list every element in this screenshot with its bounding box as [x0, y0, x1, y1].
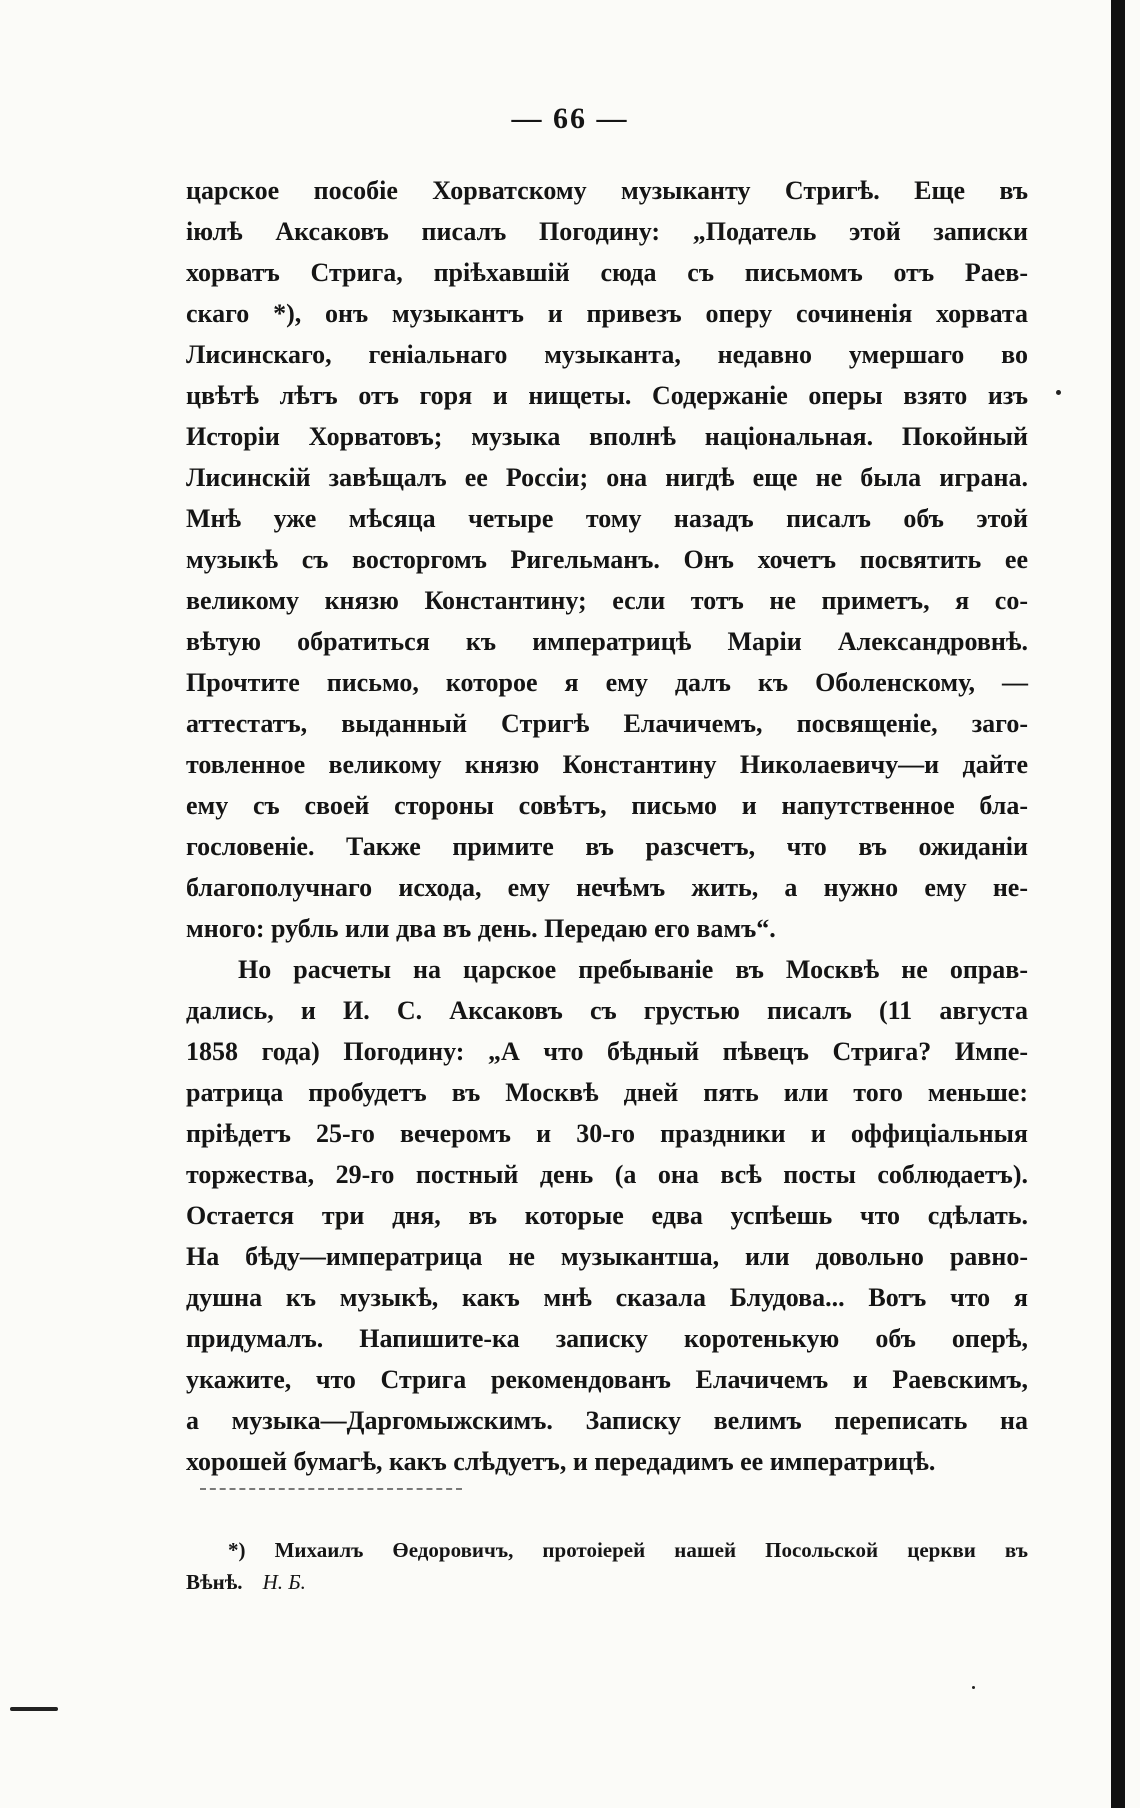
text-line: хорошей бумагѣ, какъ слѣдуетъ, и передадимъ ее императрицѣ.	[186, 1447, 936, 1476]
text-line: великому князю Константину; если тотъ не приметъ, я со-	[186, 586, 1028, 615]
ink-speck	[1056, 390, 1061, 395]
footnote-line	[186, 1566, 1028, 1598]
text-line: Исторіи Хорватовъ; музыка вполнѣ національная. Покойный	[186, 422, 1028, 451]
text-line: Остается три дня, въ которые едва успѣешь что сдѣлать.	[186, 1201, 1028, 1230]
text-line: дались, и И. С. Аксаковъ съ грустью писалъ (11 августа	[186, 996, 1028, 1025]
text-line: много: рубль или два въ день. Передаю его вамъ“.	[186, 914, 776, 943]
text-line: а музыка—Даргомыжскимъ. Записку велимъ переписать на	[186, 1406, 1028, 1435]
text-line: благополучнаго исхода, ему нечѣмъ жить, а нужно ему не-	[186, 873, 1028, 902]
text-line: пріѣдетъ 25-го вечеромъ и 30-го праздники и оффиціальныя	[186, 1119, 1028, 1148]
text-line: гословеніе. Также примите въ разсчетъ, что въ ожиданіи	[186, 832, 1028, 861]
footnote-line-end: Вѣнѣ.	[186, 1570, 243, 1594]
text-line: царское пособіе Хорватскому музыканту Стригѣ. Еще въ	[186, 176, 1028, 205]
text-line: ратрица пробудетъ въ Москвѣ дней пять или того меньше:	[186, 1078, 1028, 1107]
text-line: товленное великому князю Константину Николаевичу—и дайте	[186, 750, 1028, 779]
text-line: 1858 года) Погодину: „А что бѣдный пѣвецъ Стрига? Импе-	[186, 1037, 1028, 1066]
footnote-separator	[200, 1488, 462, 1490]
text-line: Но расчеты на царское пребываніе въ Москвѣ не оправ-	[238, 955, 1028, 984]
text-line: цвѣтѣ лѣтъ отъ горя и нищеты. Содержаніе оперы взято изъ	[186, 381, 1028, 410]
text-line: Лисинскій завѣщалъ ее Россіи; она нигдѣ еще не была играна.	[186, 463, 1028, 492]
text-line: іюлѣ Аксаковъ писалъ Погодину: „Податель этой записки	[186, 217, 1028, 246]
margin-ink-mark	[10, 1707, 58, 1711]
page-number: — 66 —	[511, 102, 629, 135]
footnote	[186, 1534, 1028, 1598]
text-line: хорватъ Стрига, пріѣхавшій сюда съ письмомъ отъ Раев-	[186, 258, 1028, 287]
text-line: музыкѣ съ восторгомъ Ригельманъ. Онъ хочетъ посвятить ее	[186, 545, 1028, 574]
text-line: Лисинскаго, геніальнаго музыканта, недавно умершаго во	[186, 340, 1028, 369]
text-line: вѣтую обратиться къ императрицѣ Маріи Александровнѣ.	[186, 627, 1028, 656]
text-line: укажите, что Стрига рекомендованъ Елачичемъ и Раевскимъ,	[186, 1365, 1028, 1394]
footnote-line: *) Михаилъ Өедоровичъ, протоіерей нашей Посольской церкви въ	[228, 1538, 1028, 1562]
text-line: На бѣду—императрица не музыкантша, или довольно равно-	[186, 1242, 1028, 1271]
text-line: Прочтите письмо, которое я ему далъ къ Оболенскому, —	[186, 668, 1028, 697]
ink-speck	[972, 1686, 975, 1689]
body-text	[186, 170, 1028, 1482]
text-line: душна къ музыкѣ, какъ мнѣ сказала Блудова... Вотъ что я	[186, 1283, 1028, 1312]
binding-edge	[1111, 0, 1125, 1808]
text-line: придумалъ. Напишите-ка записку коротенькую объ оперѣ,	[186, 1324, 1028, 1353]
text-line: скаго *), онъ музыкантъ и привезъ оперу сочиненія хорвата	[186, 299, 1028, 328]
text-line: торжества, 29-го постный день (а она всѣ посты соблюдаетъ).	[186, 1160, 1028, 1189]
text-line: аттестатъ, выданный Стригѣ Елачичемъ, посвященіе, заго-	[186, 709, 1028, 738]
footnote-signature: Н. Б.	[262, 1570, 306, 1594]
text-line: Мнѣ уже мѣсяца четыре тому назадъ писалъ объ этой	[186, 504, 1028, 533]
text-line: ему съ своей стороны совѣтъ, письмо и напутственное бла-	[186, 791, 1028, 820]
